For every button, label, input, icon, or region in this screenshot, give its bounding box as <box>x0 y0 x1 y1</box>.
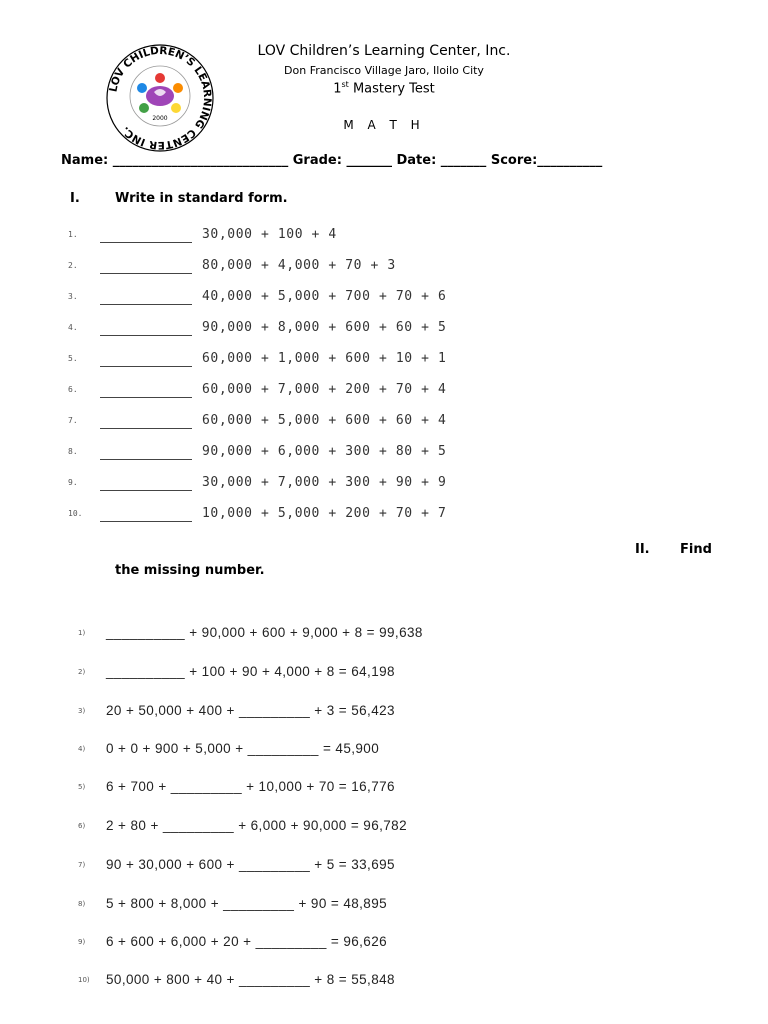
list-item[interactable] <box>78 896 678 918</box>
list-item <box>60 381 580 401</box>
list-item <box>60 288 580 308</box>
answer-blank[interactable] <box>100 521 192 522</box>
item-expression: 90,000 + 6,000 + 300 + 80 + 5 <box>202 444 447 459</box>
list-item <box>60 226 580 246</box>
subject-title: M A T H <box>343 118 425 132</box>
section-1-title: Write in standard form. <box>115 191 288 206</box>
list-item <box>60 257 580 277</box>
item-expression: 2 + 80 + _________ + 6,000 + 90,000 = 96,782 <box>106 818 407 833</box>
item-number: 1) <box>78 629 86 637</box>
answer-blank[interactable] <box>100 490 192 491</box>
item-number: 3. <box>68 292 78 301</box>
list-item[interactable] <box>78 972 678 994</box>
list-item[interactable] <box>78 934 678 956</box>
section-1-heading <box>70 191 288 206</box>
item-expression: 20 + 50,000 + 400 + _________ + 3 = 56,423 <box>106 703 395 718</box>
list-item[interactable] <box>78 664 678 686</box>
list-item <box>60 412 580 432</box>
list-item[interactable] <box>78 857 678 879</box>
student-info-line[interactable]: Name: ___________________________ Grade: _______ Date: _______ Score:__________ <box>61 153 603 168</box>
item-expression: 0 + 0 + 900 + 5,000 + _________ = 45,900 <box>106 741 380 756</box>
item-expression: 60,000 + 5,000 + 600 + 60 + 4 <box>202 413 447 428</box>
item-expression: 5 + 800 + 8,000 + _________ + 90 = 48,895 <box>106 896 388 911</box>
item-expression: 50,000 + 800 + 40 + _________ + 8 = 55,848 <box>106 972 395 987</box>
answer-blank[interactable] <box>100 459 192 460</box>
item-number: 3) <box>78 707 86 715</box>
item-number: 6) <box>78 822 86 830</box>
item-number: 8. <box>68 447 78 456</box>
school-address: Don Francisco Village Jaro, Iloilo City <box>284 64 484 77</box>
item-number: 2. <box>68 261 78 270</box>
section-2-title-end: the missing number. <box>115 563 265 578</box>
test-title-label: Mastery Test <box>348 81 435 97</box>
list-item[interactable] <box>78 741 678 763</box>
item-expression: 80,000 + 4,000 + 70 + 3 <box>202 258 396 273</box>
section-2-numeral: II. <box>635 542 650 557</box>
item-expression: __________ + 90,000 + 600 + 9,000 + 8 = 99,638 <box>106 625 423 640</box>
list-item[interactable] <box>78 703 678 725</box>
item-number: 7) <box>78 861 86 869</box>
item-number: 6. <box>68 385 78 394</box>
item-number: 10. <box>68 509 83 518</box>
answer-blank[interactable] <box>100 335 192 336</box>
list-item <box>60 505 580 525</box>
item-expression: 40,000 + 5,000 + 700 + 70 + 6 <box>202 289 447 304</box>
item-number: 10) <box>78 976 90 984</box>
item-expression: 60,000 + 7,000 + 200 + 70 + 4 <box>202 382 447 397</box>
section-2-title-start: Find <box>680 542 712 557</box>
item-expression: 10,000 + 5,000 + 200 + 70 + 7 <box>202 506 447 521</box>
answer-blank[interactable] <box>100 304 192 305</box>
item-number: 9. <box>68 478 78 487</box>
item-expression: 30,000 + 100 + 4 <box>202 227 337 242</box>
item-number: 2) <box>78 668 86 676</box>
item-number: 8) <box>78 900 86 908</box>
list-item <box>60 350 580 370</box>
item-expression: 60,000 + 1,000 + 600 + 10 + 1 <box>202 351 447 366</box>
item-number: 1. <box>68 230 78 239</box>
test-title-number: 1 <box>333 81 342 97</box>
school-name: LOV Children’s Learning Center, Inc. <box>257 43 511 59</box>
answer-blank[interactable] <box>100 242 192 243</box>
item-number: 9) <box>78 938 86 946</box>
answer-blank[interactable] <box>100 428 192 429</box>
test-title <box>0 80 768 96</box>
list-item[interactable] <box>78 818 678 840</box>
item-expression: __________ + 100 + 90 + 4,000 + 8 = 64,198 <box>106 664 395 679</box>
item-number: 4. <box>68 323 78 332</box>
logo-figure-head <box>139 103 149 113</box>
item-number: 5. <box>68 354 78 363</box>
item-number: 5) <box>78 783 86 791</box>
list-item[interactable] <box>78 625 678 647</box>
test-title-ordinal: st <box>341 80 349 89</box>
answer-blank[interactable] <box>100 273 192 274</box>
item-number: 4) <box>78 745 86 753</box>
answer-blank[interactable] <box>100 366 192 367</box>
item-expression: 30,000 + 7,000 + 300 + 90 + 9 <box>202 475 447 490</box>
answer-blank[interactable] <box>100 397 192 398</box>
list-item <box>60 474 580 494</box>
item-expression: 90,000 + 8,000 + 600 + 60 + 5 <box>202 320 447 335</box>
list-item[interactable] <box>78 779 678 801</box>
logo-figure-head <box>171 103 181 113</box>
item-expression: 6 + 600 + 6,000 + 20 + _________ = 96,626 <box>106 934 388 949</box>
item-expression: 6 + 700 + _________ + 10,000 + 70 = 16,776 <box>106 779 395 794</box>
item-number: 7. <box>68 416 78 425</box>
list-item <box>60 443 580 463</box>
logo-year: 2000 <box>152 115 168 122</box>
logo-ring-text: LOV CHILDREN’S LEARNING CENTER INC. <box>107 44 214 152</box>
list-item <box>60 319 580 339</box>
item-expression: 90 + 30,000 + 600 + _________ + 5 = 33,695 <box>106 857 395 872</box>
section-1-numeral: I. <box>70 191 80 206</box>
